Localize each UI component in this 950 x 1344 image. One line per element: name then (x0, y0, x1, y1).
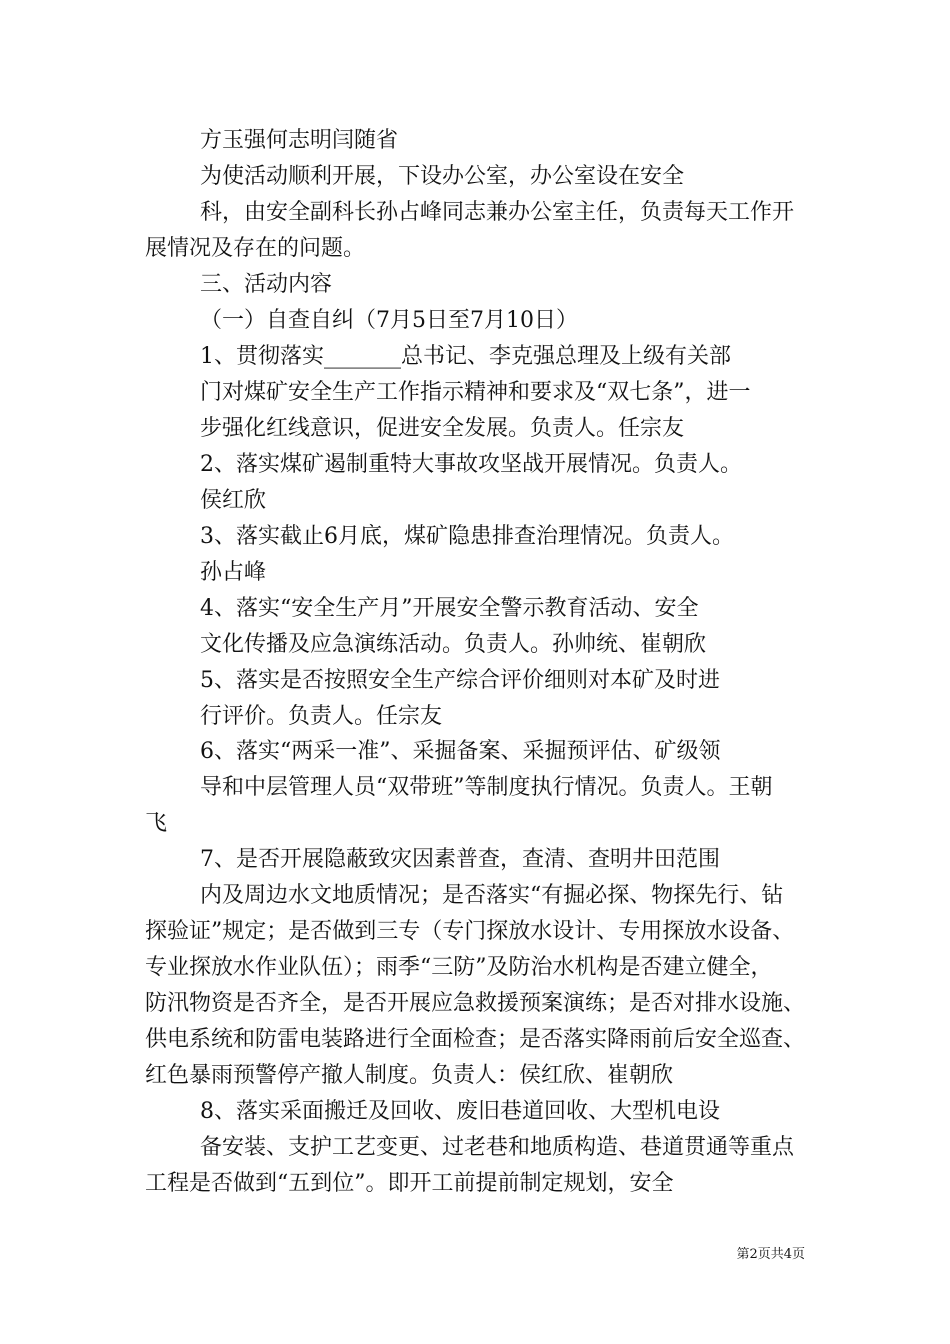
text-line: 1、贯彻落实_______总书记、李克强总理及上级有关部 (200, 343, 731, 369)
text-line: 6、落实“两采一准”、采掘备案、采掘预评估、矿级领 (200, 739, 721, 765)
text-line: 4、落实“安全生产月”开展安全警示教育活动、安全 (200, 595, 699, 621)
page-number: 第2页共4页 (736, 1247, 805, 1262)
text-line: 导和中层管理人员“双带班”等制度执行情况。负责人。王朝 (200, 775, 773, 801)
text-line: 5、落实是否按照安全生产综合评价细则对本矿及时进 (200, 667, 720, 693)
text-line: 7、是否开展隐蔽致灾因素普查，查清、查明井田范围 (200, 847, 720, 873)
text-line: （一）自查自纠（7月5日至7月10日） (200, 307, 578, 333)
text-line: 防汛物资是否齐全，是否开展应急救援预案演练；是否对排水设施、 (145, 991, 806, 1017)
text-line: 孙占峰 (200, 559, 267, 585)
text-line: 科，由安全副科长孙占峰同志兼办公室主任，负责每天工作开 (200, 199, 795, 225)
text-line: 飞 (145, 811, 168, 837)
text-line: 行评价。负责人。任宗友 (200, 703, 443, 729)
text-line: 8、落实采面搬迁及回收、废旧巷道回收、大型机电设 (200, 1099, 720, 1125)
text-line: 红色暴雨预警停产撤人制度。负责人：侯红欣、崔朝欣 (145, 1063, 674, 1089)
text-line: 方玉强何志明闫随省 (200, 128, 399, 153)
text-line: 三、活动内容 (200, 271, 333, 297)
text-line: 门对煤矿安全生产工作指示精神和要求及“双七条”，进一 (200, 379, 751, 405)
text-line: 内及周边水文地质情况；是否落实“有掘必探、物探先行、钻 (200, 883, 784, 909)
text-line: 探验证”规定；是否做到三专（专门探放水设计、专用探放水设备、 (145, 919, 795, 945)
text-line: 供电系统和防雷电装路进行全面检查；是否落实降雨前后安全巡查、 (145, 1027, 806, 1053)
text-line: 展情况及存在的问题。 (145, 235, 366, 261)
text-line: 侯红欣 (200, 487, 267, 513)
text-line: 备安装、支护工艺变更、过老巷和地质构造、巷道贯通等重点 (200, 1135, 795, 1161)
text-line: 工程是否做到“五到位”。即开工前提前制定规划，安全 (145, 1171, 674, 1197)
text-line: 步强化红线意识，促进安全发展。负责人。任宗友 (200, 415, 685, 441)
text-line: 专业探放水作业队伍）；雨季“三防”及防治水机构是否建立健全， (145, 955, 773, 981)
text-line: 3、落实截止6月底，煤矿隐患排查治理情况。负责人。 (200, 523, 734, 549)
text-line: 2、落实煤矿遏制重特大事故攻坚战开展情况。负责人。 (200, 451, 742, 477)
text-line: 为使活动顺利开展，下设办公室，办公室设在安全 (200, 163, 685, 189)
text-line: 文化传播及应急演练活动。负责人。孙帅统、崔朝欣 (200, 631, 707, 657)
